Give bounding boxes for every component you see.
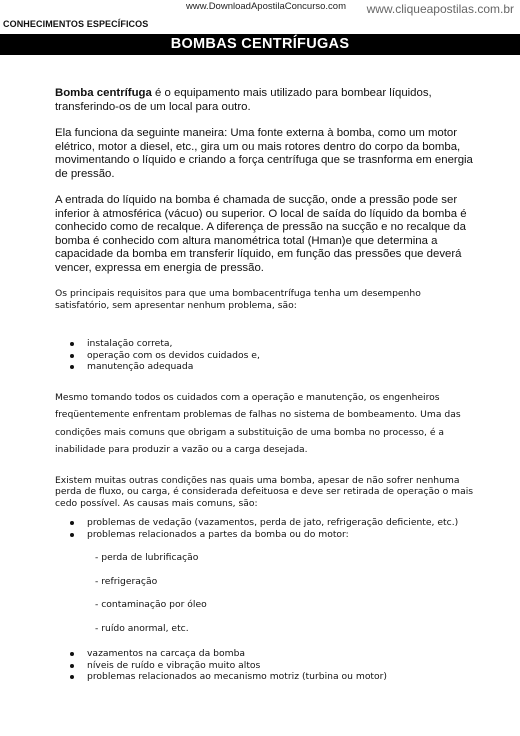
paragraph-requisitos: Os principais requisitos para que uma bombacentrífuga tenha um desempenho satisfatório, sem apresentar nenhum problema, são: xyxy=(55,288,421,311)
intro-text: é o equipamento mais utilizado para bombear líquidos, transferindo-os de um local para outro. xyxy=(55,87,432,113)
paragraph-causas: Existem muitas outras condições nas quais uma bomba, apesar de não sofrer nenhuma perda de fluxo, ou carga, é considerada defeituosa e deve ser retirada de operação o mais cedo possível. As causas mais comuns, são: xyxy=(55,474,474,509)
sub-list-item: - ruído anormal, etc. xyxy=(95,622,189,634)
list-item xyxy=(55,338,475,350)
list-item-text: instalação correta, xyxy=(87,338,173,349)
bullet-icon xyxy=(70,521,74,525)
list-item xyxy=(55,671,475,683)
sub-list-item: - refrigeração xyxy=(95,575,158,587)
sub-list-item: - perda de lubrificação xyxy=(95,552,199,563)
site-url-center[interactable]: www.DownloadApostilaConcurso.com xyxy=(186,1,346,12)
list-item xyxy=(55,660,475,672)
list-item xyxy=(55,529,475,541)
list-item xyxy=(55,361,475,373)
list-item-text: níveis de ruído e vibração muito altos xyxy=(87,659,261,671)
paragraph-succao-recalque: A entrada do líquido na bomba é chamada de sucção, onde a pressão pode ser inferior à atmosférica (vácuo) ou superior. O local de saída do líquido da bomba é conhecido como de recalque. A diferença de pressão na sucção e no recalque da bomba é conhecido com altura manométrica total (Hman)e que determina a capacidade da bomba em transferir líquido, em função das pressões que deverá vencer, expressa em energia de pressão. xyxy=(55,194,467,274)
document-body xyxy=(55,87,475,683)
paragraph-funcionamento: Ela funciona da seguinte maneira: Uma fonte externa à bomba, como um motor elétrico, motor a diesel, etc., gira um ou mais rotores dentro do corpo da bomba, movimentando o líquido e criando a força centrífuga que se trasnforma em energia de pressão. xyxy=(55,127,473,180)
bullet-icon xyxy=(70,342,74,346)
list-item-text: operação com os devidos cuidados e, xyxy=(87,349,260,361)
list-item-text: problemas relacionados ao mecanismo motriz (turbina ou motor) xyxy=(87,671,388,682)
section-label: CONHECIMENTOS ESPECÍFICOS xyxy=(3,19,149,29)
paragraph-falhas: Mesmo tomando todos os cuidados com a operação e manutenção, os engenheiros freqüentemente enfrentam problemas de falhas no sistema de bombeamento. Uma das condições mais comuns que obrigam a substituição de uma bomba no processo, é a inabilidade para produzir a vazão ou a carga desejada. xyxy=(55,391,461,455)
page-title: BOMBAS CENTRÍFUGAS xyxy=(0,34,520,55)
site-url-right[interactable]: www.cliqueapostilas.com.br xyxy=(366,2,514,16)
term-bomba-centrifuga: Bomba centrífuga xyxy=(55,87,152,99)
bullet-icon xyxy=(70,354,74,358)
list-item xyxy=(55,648,475,660)
paragraph-intro xyxy=(55,87,475,114)
list-item-text: manutenção adequada xyxy=(87,361,194,372)
bullet-icon xyxy=(70,664,74,668)
sub-causas-list xyxy=(55,552,475,646)
bullet-icon xyxy=(70,675,74,679)
list-item xyxy=(55,517,475,529)
bullet-icon xyxy=(70,365,74,369)
list-item-text: problemas de vedação (vazamentos, perda de jato, refrigeração deficiente, etc.) xyxy=(87,517,459,528)
list-item-text: problemas relacionados a partes da bomba ou do motor: xyxy=(87,528,349,540)
bullet-icon xyxy=(70,533,74,537)
requisitos-list xyxy=(55,338,475,373)
list-item-text: vazamentos na carcaça da bomba xyxy=(87,648,246,659)
list-item xyxy=(55,350,475,362)
sub-list-item: - contaminação por óleo xyxy=(95,599,207,610)
causas-list-continued xyxy=(55,648,475,683)
bullet-icon xyxy=(70,652,74,656)
causas-list xyxy=(55,517,475,540)
